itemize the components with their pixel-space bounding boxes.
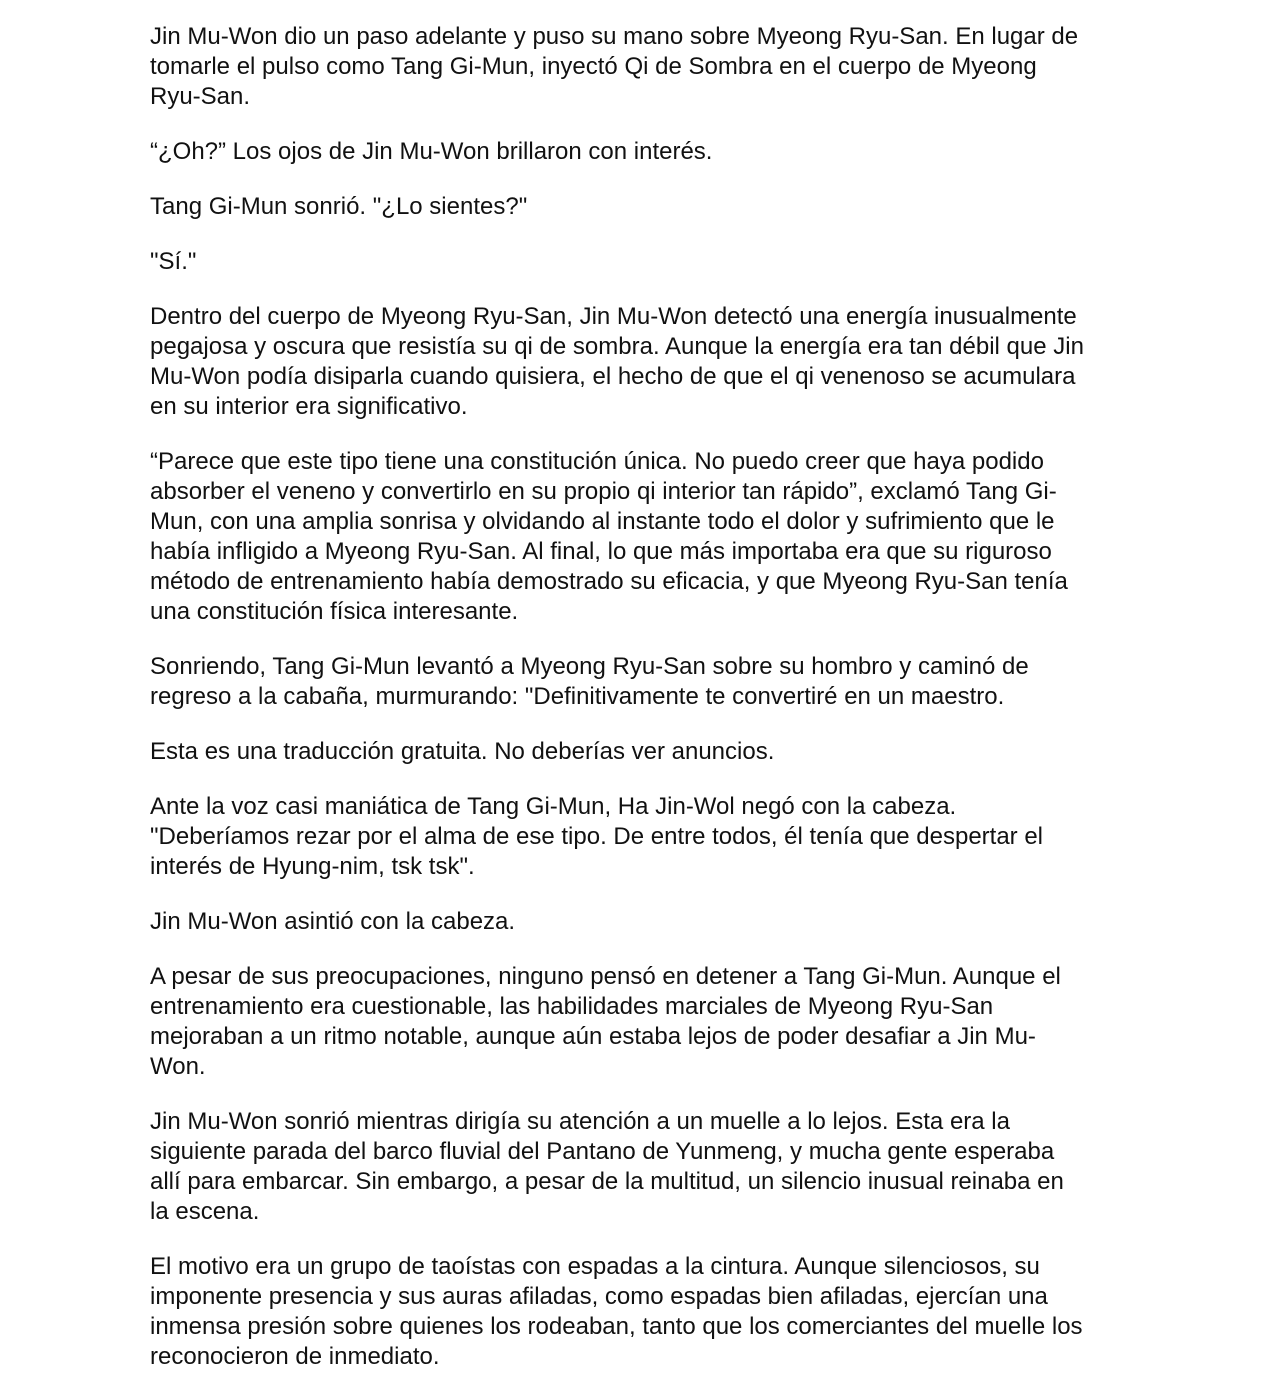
paragraph-2 xyxy=(150,137,1140,167)
text-line: entrenamiento era cuestionable, las habilidades marciales de Myeong Ryu-San xyxy=(150,993,994,1020)
text-line: “Parece que este tipo tiene una constitución única. No puedo creer que haya podido xyxy=(150,448,1044,475)
text-line: “¿Oh?” Los ojos de Jin Mu-Won brillaron con interés. xyxy=(150,138,713,165)
paragraph-6 xyxy=(150,447,1140,627)
text-line: Jin Mu-Won sonrió mientras dirigía su atención a un muelle a lo lejos. Esta era la xyxy=(150,1108,1010,1135)
text-line: Ante la voz casi maniática de Tang Gi-Mun, Ha Jin-Wol negó con la cabeza. xyxy=(150,793,957,820)
text-line: mejoraban a un ritmo notable, aunque aún estaba lejos de poder desafiar a Jin Mu- xyxy=(150,1023,1036,1050)
paragraph-13 xyxy=(150,1252,1140,1372)
text-line: reconocieron de inmediato. xyxy=(150,1343,440,1370)
paragraph-3 xyxy=(150,192,1140,222)
paragraph-11 xyxy=(150,962,1140,1082)
paragraph-5 xyxy=(150,302,1140,422)
paragraph-9 xyxy=(150,792,1140,882)
text-line: inmensa presión sobre quienes los rodeaban, tanto que los comerciantes del muelle los xyxy=(150,1313,1083,1340)
text-line: "Deberíamos rezar por el alma de ese tipo. De entre todos, él tenía que despertar el xyxy=(150,823,1044,850)
text-line: había infligido a Myeong Ryu-San. Al final, lo que más importaba era que su riguroso xyxy=(150,538,1052,565)
paragraph-12 xyxy=(150,1107,1140,1227)
paragraph-8 xyxy=(150,737,1140,767)
document-page xyxy=(150,22,1140,1397)
text-line: Jin Mu-Won dio un paso adelante y puso su mano sobre Myeong Ryu-San. En lugar de xyxy=(150,23,1079,50)
paragraph-1 xyxy=(150,22,1140,112)
text-line: regreso a la cabaña, murmurando: "Definitivamente te convertiré en un maestro. xyxy=(150,683,1005,710)
text-line: Tang Gi-Mun sonrió. "¿Lo sientes?" xyxy=(150,193,528,220)
text-line: en su interior era significativo. xyxy=(150,393,468,420)
text-line: Mun, con una amplia sonrisa y olvidando al instante todo el dolor y sufrimiento que le xyxy=(150,508,1055,535)
text-line: la escena. xyxy=(150,1198,260,1225)
paragraph-7 xyxy=(150,652,1140,712)
text-line: Won. xyxy=(150,1053,206,1080)
text-line: "Sí." xyxy=(150,248,197,275)
text-line: Sonriendo, Tang Gi-Mun levantó a Myeong Ryu-San sobre su hombro y caminó de xyxy=(150,653,1029,680)
text-line: Dentro del cuerpo de Myeong Ryu-San, Jin Mu-Won detectó una energía inusualmente xyxy=(150,303,1077,330)
text-line: El motivo era un grupo de taoístas con espadas a la cintura. Aunque silenciosos, su xyxy=(150,1253,1040,1280)
text-line: Jin Mu-Won asintió con la cabeza. xyxy=(150,908,516,935)
text-line: tomarle el pulso como Tang Gi-Mun, inyectó Qi de Sombra en el cuerpo de Myeong xyxy=(150,53,1037,80)
paragraph-4 xyxy=(150,247,1140,277)
text-line: Ryu-San. xyxy=(150,83,251,110)
text-line: Mu-Won podía disiparla cuando quisiera, el hecho de que el qi venenoso se acumulara xyxy=(150,363,1076,390)
text-line: interés de Hyung-nim, tsk tsk". xyxy=(150,853,475,880)
text-line: pegajosa y oscura que resistía su qi de sombra. Aunque la energía era tan débil que Jin xyxy=(150,333,1084,360)
text-line: A pesar de sus preocupaciones, ninguno pensó en detener a Tang Gi-Mun. Aunque el xyxy=(150,963,1061,990)
text-line: siguiente parada del barco fluvial del Pantano de Yunmeng, y mucha gente esperaba xyxy=(150,1138,1055,1165)
text-line: allí para embarcar. Sin embargo, a pesar de la multitud, un silencio inusual reinaba en xyxy=(150,1168,1064,1195)
text-line: absorber el veneno y convertirlo en su propio qi interior tan rápido”, exclamó Tang Gi- xyxy=(150,478,1057,505)
text-line: una constitución física interesante. xyxy=(150,598,519,625)
text-line: método de entrenamiento había demostrado su eficacia, y que Myeong Ryu-San tenía xyxy=(150,568,1068,595)
text-line: imponente presencia y sus auras afiladas, como espadas bien afiladas, ejercían una xyxy=(150,1283,1048,1310)
text-line: Esta es una traducción gratuita. No deberías ver anuncios. xyxy=(150,738,775,765)
paragraph-10 xyxy=(150,907,1140,937)
